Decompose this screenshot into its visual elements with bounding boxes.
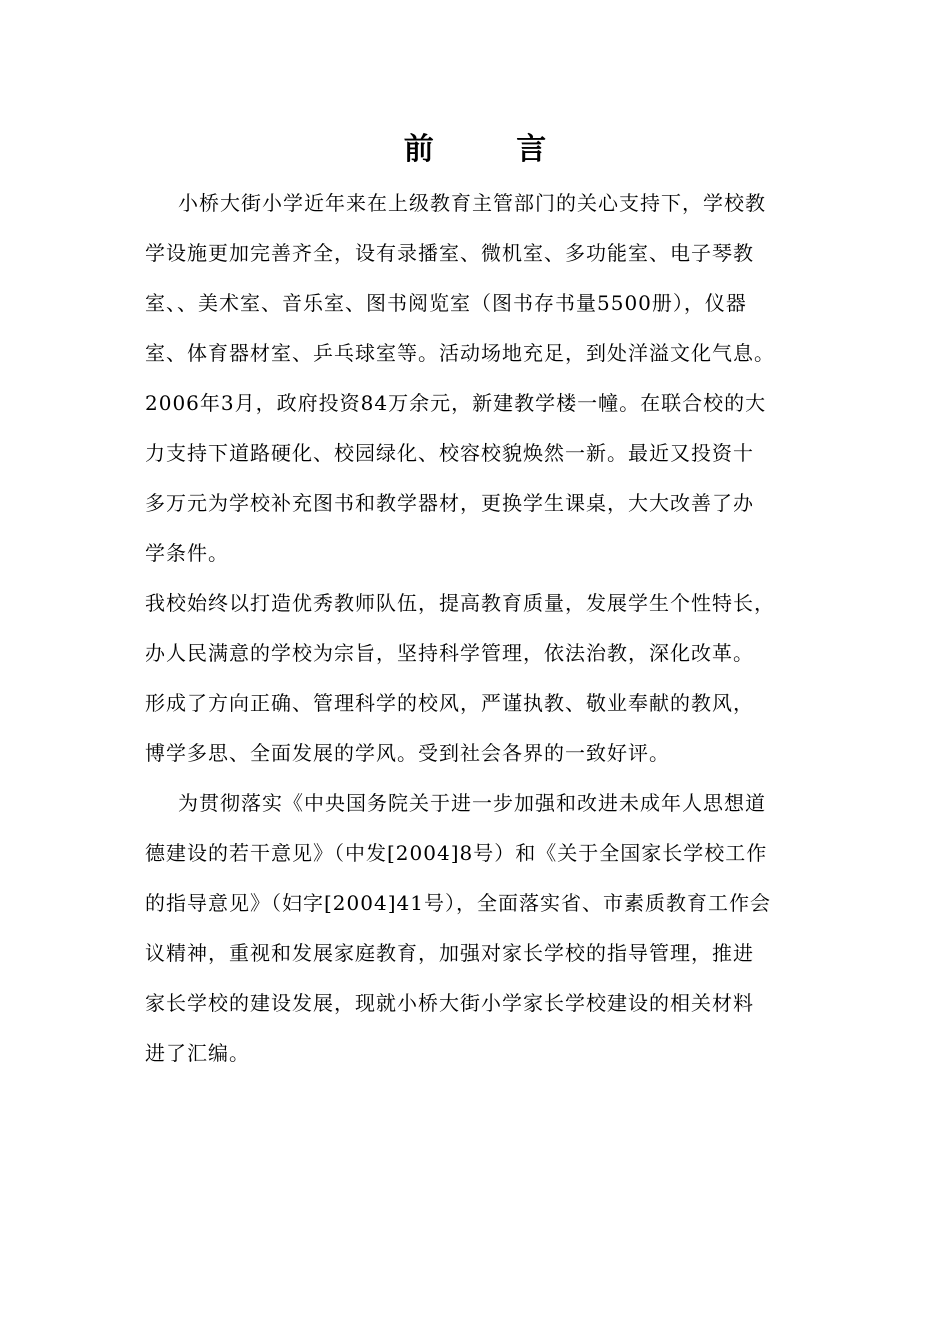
document-body <box>145 178 810 1078</box>
paragraph-1-line-7: 多万元为学校补充图书和教学器材，更换学生课桌，大大改善了办 <box>145 491 754 515</box>
paragraph-3-line-5: 家长学校的建设发展，现就小桥大街小学家长学校建设的相关材料 <box>145 991 754 1015</box>
page-title: 前 言 <box>403 132 583 167</box>
paragraph-1-line-1: 小桥大街小学近年来在上级教育主管部门的关心支持下，学校教 <box>178 191 766 215</box>
paragraph-1-line-2: 学设施更加完善齐全，设有录播室、微机室、多功能室、电子琴教 <box>145 241 754 265</box>
paragraph-1-line-4: 室、体育器材室、乒乓球室等。活动场地充足，到处洋溢文化气息。 <box>145 341 775 365</box>
paragraph-3-line-6: 进了汇编。 <box>145 1041 250 1065</box>
paragraph-3-line-4: 议精神，重视和发展家庭教育，加强对家长学校的指导管理，推进 <box>145 941 754 965</box>
paragraph-2-line-3: 形成了方向正确、管理科学的校风，严谨执教、敬业奉献的教风， <box>145 691 754 715</box>
paragraph-2-line-4: 博学多思、全面发展的学风。受到社会各界的一致好评。 <box>145 741 670 765</box>
paragraph-1-line-3: 室、、美术室、音乐室、图书阅览室（图书存书量5500册），仪器 <box>145 291 747 315</box>
paragraph-3-line-3: 的指导意见》（妇字[2004]41号），全面落实省、市素质教育工作会 <box>145 891 771 915</box>
paragraph-1-line-6: 力支持下道路硬化、校园绿化、校容校貌焕然一新。最近又投资十 <box>145 441 754 465</box>
paragraph-1-line-8: 学条件。 <box>145 541 229 565</box>
paragraph-2-line-2: 办人民满意的学校为宗旨，坚持科学管理，依法治教，深化改革。 <box>145 641 754 665</box>
paragraph-3-line-1: 为贯彻落实《中央国务院关于进一步加强和改进未成年人思想道 <box>178 791 766 815</box>
paragraph-2-line-1: 我校始终以打造优秀教师队伍，提高教育质量，发展学生个性特长， <box>145 591 775 615</box>
paragraph-3-line-2: 德建设的若干意见》（中发[2004]8号）和《关于全国家长学校工作 <box>145 841 768 865</box>
paragraph-1-line-5: 2006年3月，政府投资84万余元，新建教学楼一幢。在联合校的大 <box>145 391 767 415</box>
